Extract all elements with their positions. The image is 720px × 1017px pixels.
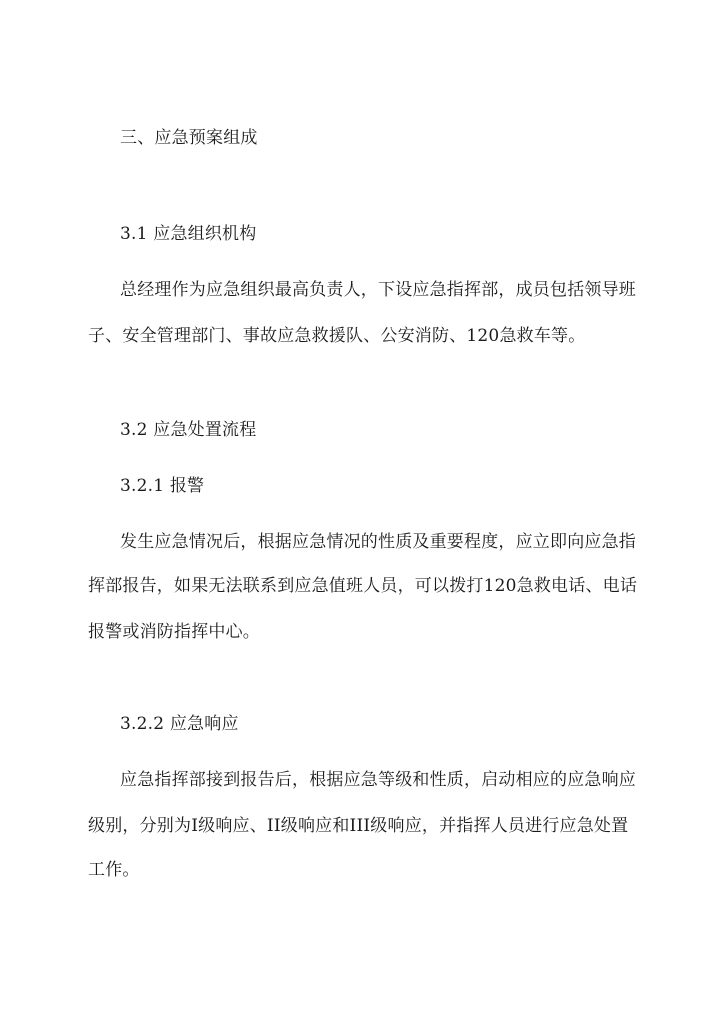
heading-3-1: 3.1 应急组织机构 [120, 224, 257, 244]
section-heading: 三、应急预案组成 [120, 128, 258, 148]
heading-3-2: 3.2 应急处置流程 [120, 420, 257, 440]
paragraph-3-2-2-line-2: 级别，分别为I级响应、II级响应和III级响应，并指挥人员进行应急处置 [88, 816, 629, 836]
paragraph-3-2-1-line-2: 挥部报告，如果无法联系到应急值班人员，可以拨打120急救电话、电话 [88, 576, 638, 596]
paragraph-3-2-2-line-1: 应急指挥部接到报告后，根据应急等级和性质，启动相应的应急响应 [120, 770, 636, 790]
paragraph-3-2-2-line-3: 工作。 [88, 860, 140, 880]
heading-3-2-2: 3.2.2 应急响应 [120, 714, 239, 734]
paragraph-3-1-line-1: 总经理作为应急组织最高负责人，下设应急指挥部，成员包括领导班 [120, 280, 636, 300]
paragraph-3-1-line-2: 子、安全管理部门、事故应急救援队、公安消防、120急救车等。 [88, 326, 586, 346]
paragraph-3-2-1-line-3: 报警或消防指挥中心。 [88, 622, 260, 642]
paragraph-3-2-1-line-1: 发生应急情况后，根据应急情况的性质及重要程度，应立即向应急指 [120, 532, 636, 552]
heading-3-2-1: 3.2.1 报警 [120, 476, 205, 496]
